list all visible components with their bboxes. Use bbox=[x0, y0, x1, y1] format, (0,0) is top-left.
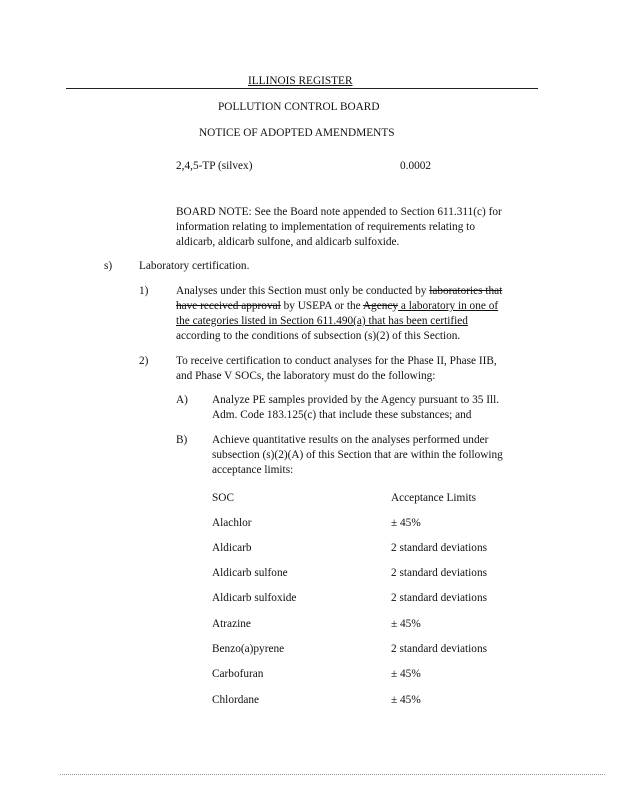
board-note-line-3: aldicarb, aldicarb sulfone, and aldicarb sulfoxide. bbox=[176, 236, 400, 248]
table-row-limit: ± 45% bbox=[391, 668, 421, 680]
table-row-limit: ± 45% bbox=[391, 618, 421, 630]
silvex-value: 0.0002 bbox=[400, 160, 432, 172]
item-1-line-3: the categories listed in Section 611.490(a) that has been certified bbox=[176, 315, 468, 327]
silvex-name: 2,4,5-TP (silvex) bbox=[176, 160, 253, 172]
deleted-text: laboratories that bbox=[429, 285, 503, 297]
table-row-soc: Carbofuran bbox=[212, 668, 264, 680]
notice-title: NOTICE OF ADOPTED AMENDMENTS bbox=[199, 127, 395, 139]
table-row-limit: 2 standard deviations bbox=[391, 567, 488, 579]
section-s-label: s) bbox=[104, 260, 113, 272]
item-a-label: A) bbox=[176, 394, 188, 406]
table-row-limit: ± 45% bbox=[391, 694, 421, 706]
item-a-line-2: Adm. Code 183.125(c) that include these substances; and bbox=[212, 409, 472, 421]
item-b-line-2: subsection (s)(2)(A) of this Section that are within the following bbox=[212, 449, 503, 461]
item-1-text: by USEPA or the bbox=[280, 300, 363, 312]
table-row-limit: 2 standard deviations bbox=[391, 643, 488, 655]
item-2-line-1: To receive certification to conduct analyses for the Phase II, Phase IIB, bbox=[176, 355, 497, 367]
table-row-soc: Aldicarb sulfone bbox=[212, 567, 288, 579]
table-header-limits: Acceptance Limits bbox=[391, 492, 477, 504]
item-a-line-1: Analyze PE samples provided by the Agency pursuant to 35 Ill. bbox=[212, 394, 500, 406]
table-row-limit: 2 standard deviations bbox=[391, 592, 488, 604]
item-1-line-2 bbox=[176, 299, 498, 315]
item-b-line-3: acceptance limits: bbox=[212, 464, 294, 476]
table-row-soc: Alachlor bbox=[212, 517, 252, 529]
board-note-line-2: information relating to implementation of requirements relating to bbox=[176, 221, 475, 233]
table-row-soc: Atrazine bbox=[212, 618, 251, 630]
item-1-line-1 bbox=[176, 284, 502, 300]
board-note-line-1: BOARD NOTE: See the Board note appended to Section 611.311(c) for bbox=[176, 206, 502, 218]
table-row-limit: ± 45% bbox=[391, 517, 421, 529]
item-1-line-4: according to the conditions of subsection (s)(2) of this Section. bbox=[176, 330, 461, 342]
header-rule bbox=[66, 88, 538, 89]
table-row-soc: Aldicarb sulfoxide bbox=[212, 592, 297, 604]
inserted-text: a laboratory in one of bbox=[398, 300, 499, 312]
deleted-text: Agency bbox=[362, 300, 399, 312]
table-row-soc: Aldicarb bbox=[212, 542, 252, 554]
table-row-soc: Chlordane bbox=[212, 694, 260, 706]
item-2-label: 2) bbox=[139, 355, 149, 367]
table-header-soc: SOC bbox=[212, 492, 234, 504]
item-2-line-2: and Phase V SOCs, the laboratory must do the following: bbox=[176, 370, 436, 382]
scan-artifact-line bbox=[60, 774, 605, 775]
item-1-label: 1) bbox=[139, 285, 149, 297]
section-s-heading: Laboratory certification. bbox=[139, 260, 250, 272]
item-1-text: Analyses under this Section must only be conducted by bbox=[176, 285, 430, 297]
item-b-line-1: Achieve quantitative results on the analyses performed under bbox=[212, 434, 489, 446]
item-b-label: B) bbox=[176, 434, 188, 446]
table-row-soc: Benzo(a)pyrene bbox=[212, 643, 285, 655]
deleted-text: have received approval bbox=[176, 300, 281, 312]
board-title: POLLUTION CONTROL BOARD bbox=[218, 101, 380, 113]
register-title: ILLINOIS REGISTER bbox=[248, 75, 353, 87]
table-row-limit: 2 standard deviations bbox=[391, 542, 488, 554]
